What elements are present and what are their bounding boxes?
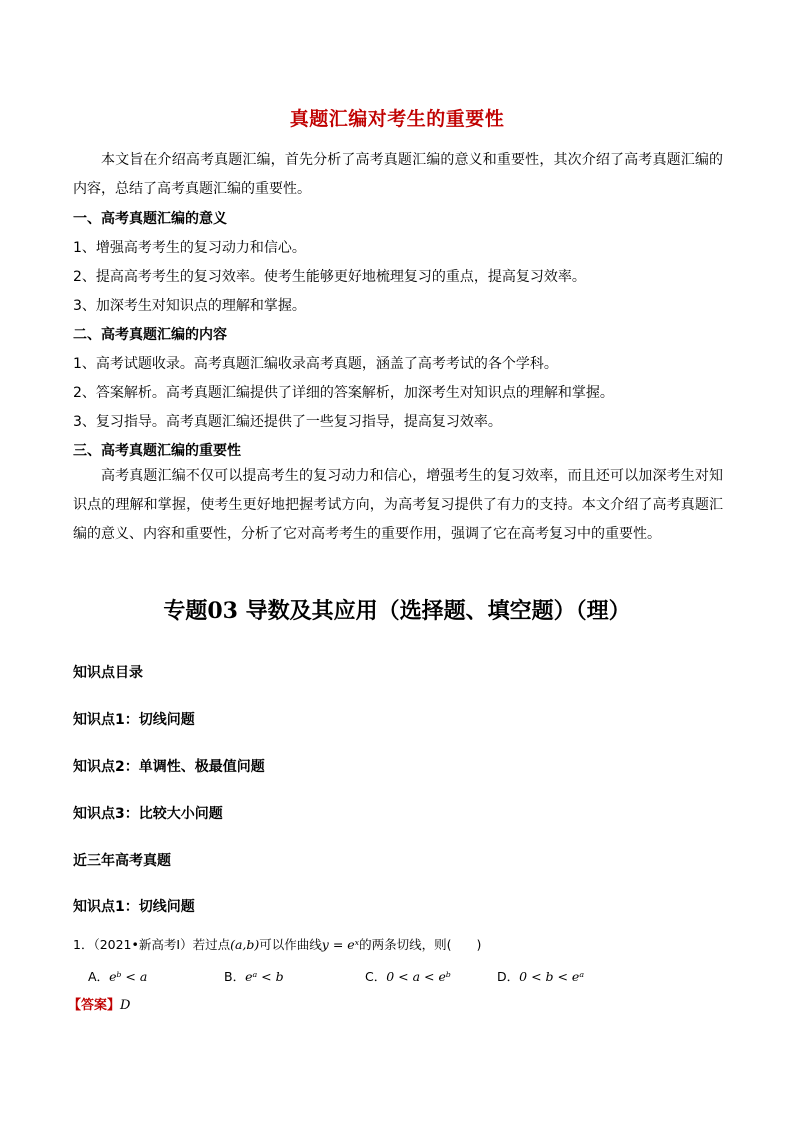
section1-item-1: 1、增强高考考生的复习动力和信心。 [73, 240, 306, 256]
option-b-text: eᵃ < b [245, 969, 284, 984]
option-a [88, 967, 147, 985]
toc-item-2: 知识点2：单调性、极最值问题 [73, 759, 265, 775]
kp1-heading: 知识点1：切线问题 [73, 899, 195, 915]
option-b [224, 967, 284, 985]
option-c-label: C． [365, 969, 387, 984]
option-d [497, 967, 584, 985]
option-d-label: D． [497, 969, 520, 984]
intro-paragraph: 本文旨在介绍高考真题汇编，首先分析了高考真题汇编的意义和重要性，其次介绍了高考真题汇编的内容，总结了高考真题汇编的重要性。 [73, 152, 723, 197]
option-a-label: A． [88, 969, 110, 984]
question-1 [73, 935, 481, 953]
toc-item-3: 知识点3：比较大小问题 [73, 806, 223, 822]
subject-title: 专题03 导数及其应用（选择题、填空题）（理） [163, 598, 631, 624]
section2-heading: 二、高考真题汇编的内容 [73, 327, 227, 343]
question-prefix: 1．（2021•新高考Ⅰ）若过点 [73, 937, 231, 952]
section3-heading: 三、高考真题汇编的重要性 [73, 443, 241, 459]
section1-heading: 一、高考真题汇编的意义 [73, 211, 227, 227]
toc-item-1: 知识点1：切线问题 [73, 712, 195, 728]
question-suffix: 的两条切线，则( ) [359, 937, 482, 952]
question-middle: 可以作曲线 [259, 937, 322, 952]
toc-heading: 知识点目录 [73, 665, 143, 681]
section2-item-2: 2、答案解析。高考真题汇编提供了详细的答案解析，加深考生对知识点的理解和掌握。 [73, 385, 614, 401]
question-curve: y = eˣ [321, 937, 360, 952]
section2-item-1: 1、高考试题收录。高考真题汇编收录高考真题，涵盖了高考考试的各个学科。 [73, 356, 558, 372]
answer-label: 【答案】 [68, 998, 121, 1013]
question-point: (a,b) [230, 937, 260, 952]
option-d-text: 0 < b < eᵃ [519, 969, 585, 984]
section2-item-3: 3、复习指导。高考真题汇编还提供了一些复习指导，提高复习效率。 [73, 414, 502, 430]
doc-title: 真题汇编对考生的重要性 [289, 108, 505, 130]
answer-value: D [120, 998, 131, 1013]
section1-item-3: 3、加深考生对知识点的理解和掌握。 [73, 298, 306, 314]
section3-body: 高考真题汇编不仅可以提高考生的复习动力和信心，增强考生的复习效率，而且还可以加深考生对知识点的理解和掌握，使考生更好地把握考试方向，为高考复习提供了有力的支持。本文介绍了高考真题汇编的意义、内容和重要性，分析了它对高考考生的重要作用，强调了它在高考复习中的重要性。 [73, 468, 723, 542]
answer-line [68, 994, 130, 1013]
option-a-text: eᵇ < a [109, 969, 148, 984]
option-b-label: B． [224, 969, 246, 984]
recent-heading: 近三年高考真题 [73, 853, 171, 869]
option-c-text: 0 < a < eᵇ [386, 969, 451, 984]
section1-item-2: 2、提高高考考生的复习效率。使考生能够更好地梳理复习的重点，提高复习效率。 [73, 269, 586, 285]
option-c [365, 967, 451, 985]
